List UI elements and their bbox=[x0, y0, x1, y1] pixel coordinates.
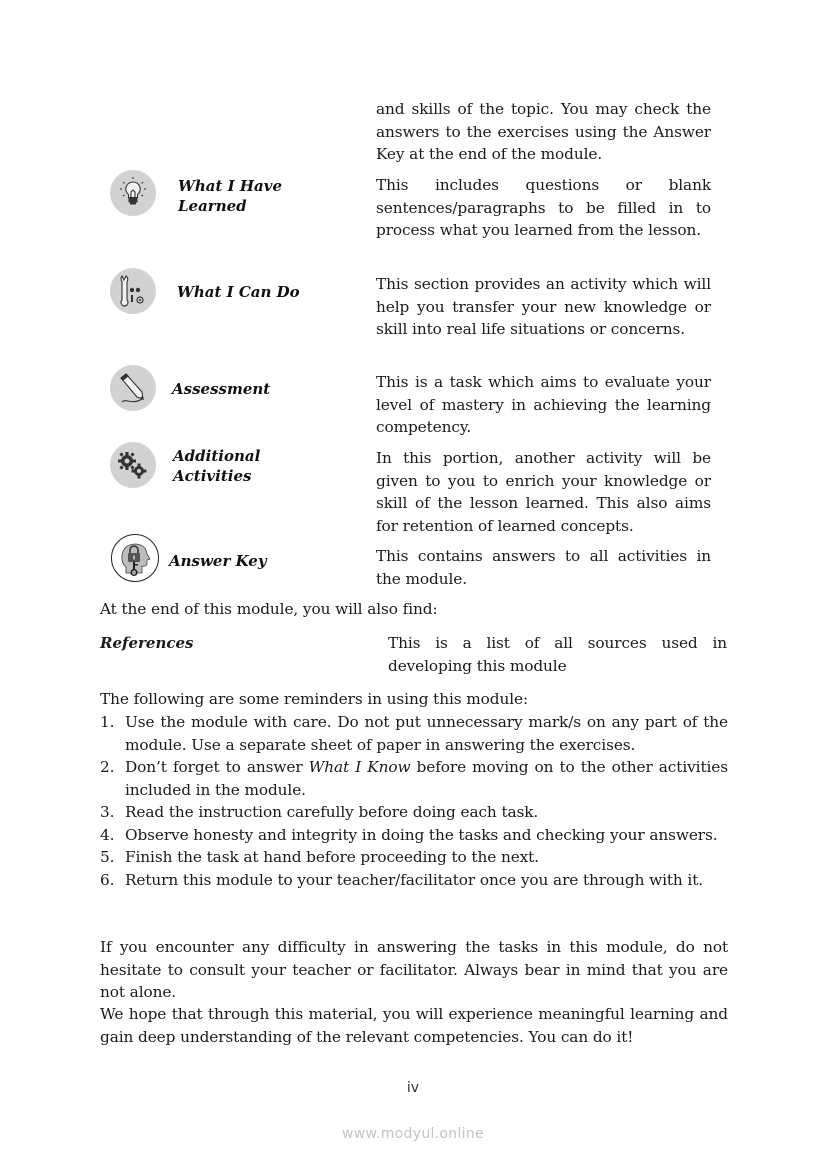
head-lock-key-icon bbox=[111, 534, 159, 582]
reminder-number: 1. bbox=[100, 713, 115, 731]
section-description-what-i-have-learned: This includes questions or blank sentences/paragraphs to be filled in to process what you learned from the lesson. bbox=[376, 176, 711, 239]
label-line: Learned bbox=[178, 197, 247, 215]
closing-paragraph-hope: We hope that through this material, you will experience meaningful learning and gain deep understanding of the relevant competencies. You can do it! bbox=[100, 1005, 728, 1046]
section-label-answer-key bbox=[169, 551, 267, 571]
end-of-module-intro: At the end of this module, you will also find: bbox=[100, 600, 438, 618]
reminder-number: 2. bbox=[100, 758, 115, 776]
continued-description: and skills of the topic. You may check the answers to the exercises using the Answer Key at the end of the module. bbox=[376, 100, 711, 163]
label-line: Answer Key bbox=[169, 552, 267, 570]
reminder-item bbox=[100, 756, 728, 801]
reminder-text-post: before moving on to the other activities included in the module. bbox=[125, 758, 728, 799]
references-description: This is a list of all sources used in developing this module bbox=[388, 634, 727, 675]
reminder-number: 5. bbox=[100, 848, 115, 866]
closing-paragraph-difficulty: If you encounter any difficulty in answering the tasks in this module, do not hesitate to consult your teacher or facilitator. Always bear in mind that you are not alone. bbox=[100, 938, 728, 1001]
section-description-additional-activities: In this portion, another activity will be given to you to enrich your knowledge or skill of the lesson learned. This also aims for retention of learned concepts. bbox=[376, 449, 711, 535]
watermark-link[interactable]: www.modyul.online bbox=[342, 1126, 484, 1142]
section-description-what-i-can-do: This section provides an activity which will help you transfer your new knowledge or skill into real life situations or concerns. bbox=[376, 275, 711, 338]
reminder-text: Read the instruction carefully before doing each task. bbox=[125, 803, 539, 821]
tools-icon bbox=[110, 268, 156, 314]
label-line: Assessment bbox=[172, 380, 271, 398]
reminder-text: Return this module to your teacher/facilitator once you are through with it. bbox=[125, 870, 704, 889]
section-description-answer-key: This contains answers to all activities in the module. bbox=[376, 547, 711, 588]
reminder-text-pre: Don’t forget to answer bbox=[125, 758, 309, 776]
gears-icon bbox=[110, 442, 156, 488]
pencil-icon bbox=[110, 365, 156, 411]
label-line: Additional bbox=[173, 447, 261, 465]
reminder-item bbox=[100, 711, 728, 756]
section-label-additional-activities bbox=[173, 446, 260, 486]
reminder-text: Observe honesty and integrity in doing the tasks and checking your answers. bbox=[125, 825, 718, 844]
reminder-number: 6. bbox=[100, 870, 115, 889]
label-line: What I Can Do bbox=[177, 283, 300, 301]
lightbulb-icon bbox=[110, 170, 156, 216]
section-description-assessment: This is a task which aims to evaluate your level of mastery in achieving the learning competency. bbox=[376, 373, 711, 436]
what-i-know-reference: What I Know bbox=[308, 758, 411, 776]
reminder-item bbox=[100, 846, 728, 869]
section-label-what-i-have-learned bbox=[178, 176, 282, 216]
section-label-what-i-can-do bbox=[177, 282, 300, 302]
reminder-text: Use the module with care. Do not put unnecessary mark/s on any part of the module. Use a separate sheet of paper in answering the exercises. bbox=[125, 713, 728, 754]
reminder-number: 4. bbox=[100, 825, 115, 844]
reminders-intro: The following are some reminders in using this module: bbox=[100, 690, 529, 708]
reminder-text: Finish the task at hand before proceeding to the next. bbox=[125, 848, 539, 866]
label-line: What I Have bbox=[178, 177, 283, 195]
label-line: Activities bbox=[173, 467, 252, 485]
section-label-assessment bbox=[172, 379, 270, 399]
reminder-item bbox=[100, 869, 728, 892]
reminder-number: 3. bbox=[100, 803, 115, 821]
reminders-list bbox=[100, 711, 728, 891]
reminder-item bbox=[100, 801, 728, 824]
reminder-item bbox=[100, 824, 728, 847]
page-number: iv bbox=[406, 1080, 420, 1096]
references-label: References bbox=[100, 634, 194, 652]
